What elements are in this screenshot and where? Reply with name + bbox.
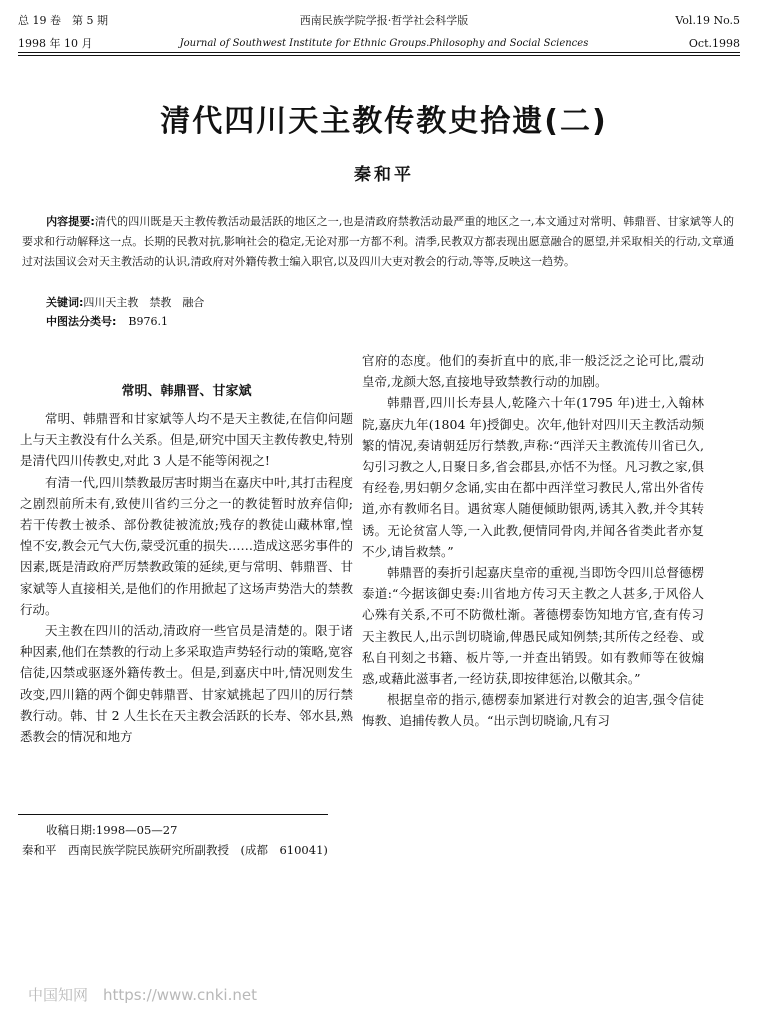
- header-rule-top: [18, 52, 740, 53]
- paragraph: 韩鼎晋的奏折引起嘉庆皇帝的重视,当即饬令四川总督德楞泰道:“今据该御史奏:川省地方传习天主教之人甚多,于风俗人心殊有关系,不可不防微杜渐。著德楞泰饬知地方官,查有传习天主教民人,出示剀切晓谕,俾愚民咸知例禁;其所传之经卷、或私自刊刻之书籍、板片等,一并查出销毁。如有教师等在彼煽惑,或藉此滋事者,一经访获,即按律惩治,以儆其余。”: [362, 565, 704, 687]
- body-column-left: [20, 408, 353, 747]
- paragraph: 根据皇帝的指示,德楞泰加紧进行对教会的迫害,强令信徒悔教、追捕传教人员。“出示剀切晓谕,凡有习: [362, 692, 704, 729]
- paragraph: 韩鼎晋,四川长寿县人,乾隆六十年(1795 年)进士,入翰林院,嘉庆九年(1804 年)授御史。次年,他针对四川天主教活动频繁的情况,奏请朝廷厉行禁教,声称:“西洋天主教流传川省已久,勾引习教之人,日聚日多,省会郡县,亦恬不为怪。凡习教之家,俱有经卷,男妇朝夕念诵,实由在都中西洋堂习教民人,常出外省传道,亦有教师名目。遇贫寒人随便倾助银两,诱其入教,并令其转诱。无论贫富人等,一入此教,便情同骨肉,并闻各省类此者亦复不少,请旨救禁。”: [362, 395, 704, 559]
- article-author: 秦和平: [354, 165, 414, 185]
- header-date-cn: 1998 年 10 月: [18, 37, 93, 50]
- paragraph: 天主教在四川的活动,清政府一些官员是清楚的。限于诸种因素,他们在禁教的行动上多采取造声势轻行动的策略,宽容信徒,囚禁或驱逐外籍传教士。但是,到嘉庆中叶,情况则发生改变,四川籍的两个御史韩鼎晋、甘家斌挑起了四川的厉行禁教行动。韩、甘 2 人生长在天主教会活跃的长寿、邻水县,熟悉教会的情况和地方: [20, 623, 353, 745]
- body-column-right: [362, 350, 704, 732]
- classification-code: B976.1: [128, 315, 168, 328]
- abstract-label: 内容提要:: [46, 215, 95, 228]
- article-title: 清代四川天主教传教史拾遗(二): [160, 104, 608, 139]
- header-journal-name-en: Journal of Southwest Institute for Ethnic Groups.Philosophy and Social Sciences: [179, 38, 589, 49]
- section-heading: 常明、韩鼎晋、甘家斌: [121, 384, 252, 399]
- header-date-en: Oct.1998: [688, 37, 740, 50]
- header-journal-name-cn: 西南民族学院学报·哲学社会科学版: [299, 14, 469, 27]
- paragraph: 有清一代,四川禁教最厉害时期当在嘉庆中叶,其打击程度之剧烈前所未有,致使川省约三分之一的教徒暂时放弃信仰;若干传教士被杀、部份教徒被流放;残存的教徒山藏林窜,惶惶不安,教会元气大伤,蒙受沉重的损失……造成这恶劣事件的因素,既是清政府严厉禁教政策的延续,更与常明、韩鼎晋、甘家斌等人直接相关,是他们的作用掀起了这场声势浩大的禁教行动。: [20, 474, 353, 617]
- footnote-rule: [18, 814, 328, 815]
- paragraph: 常明、韩鼎晋和甘家斌等人均不是天主教徒,在信仰问题上与天主教没有什么关系。但是,研究中国天主教传教史,特别是清代四川传教史,对此 3 人是不能等闲视之!: [20, 411, 353, 469]
- watermark: 中国知网 https://www.cnki.net: [28, 986, 257, 1004]
- abstract: [22, 212, 734, 272]
- classification: [46, 313, 168, 331]
- footnote-received-date: 收稿日期:1998—05—27: [46, 823, 178, 837]
- classification-label: 中图法分类号:: [46, 315, 117, 328]
- header-rule-bottom: [18, 55, 740, 56]
- keywords: [46, 294, 204, 312]
- keywords-text: 四川天主教 禁教 融合: [83, 296, 205, 309]
- header-volume-issue-en: Vol.19 No.5: [675, 14, 740, 27]
- paragraph: 官府的态度。他们的奏折直中的底,非一般泛泛之论可比,震动皇帝,龙颜大怒,直接地导致禁教行动的加剧。: [362, 353, 704, 390]
- header-volume-issue: 总 19 卷 第 5 期: [18, 14, 108, 27]
- footnote-author-info: 秦和平 西南民族学院民族研究所副教授 (成都 610041): [22, 843, 328, 857]
- keywords-label: 关键词:: [46, 296, 84, 309]
- abstract-text: 清代的四川既是天主教传教活动最活跃的地区之一,也是清政府禁教活动最严重的地区之一,本文通过对常明、韩鼎晋、甘家斌等人的要求和行动解释这一点。长期的民教对抗,影响社会的稳定,无论对那一方都不利。清季,民教双方都表现出愿意融合的愿望,并采取相关的行动,文章通过对法国议会对天主教活动的认识,清政府对外籍传教士编入职官,以及四川大吏对教会的行动,等等,反映这一趋势。: [22, 215, 734, 268]
